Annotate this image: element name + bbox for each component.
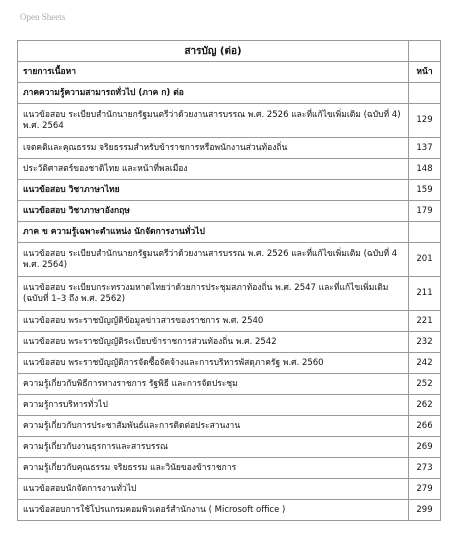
toc-entry-title: แนวข้อสอบ พระราชบัญญัติข้อมูลข่าวสารของราชการ พ.ศ. 2540 [18, 311, 409, 332]
column-header-content: รายการเนื้อหา [18, 62, 409, 83]
toc-row [18, 104, 441, 138]
toc-page-number: 159 [409, 180, 441, 201]
toc-page-number: 201 [409, 243, 441, 277]
toc-entry-title: ความรู้เกี่ยวกับงานธุรการและสารบรรณ [18, 437, 409, 458]
section-heading: ภาคความรู้ความสามารถทั่วไป (ภาค ก) ต่อ [18, 83, 409, 104]
toc-page-number: 242 [409, 353, 441, 374]
toc-page-number: 211 [409, 277, 441, 311]
toc-entry-title: ความรู้เกี่ยวกับพิธีการทางราชการ รัฐพิธี และการจัดประชุม [18, 374, 409, 395]
toc-page-number: 273 [409, 458, 441, 479]
toc-page-number: 129 [409, 104, 441, 138]
toc-title-spacer [409, 41, 441, 62]
toc-page-number: 299 [409, 500, 441, 521]
toc-entry-title: เจตคติและคุณธรรม จริยธรรมสำหรับข้าราชการหรือพนักงานส่วนท้องถิ่น [18, 138, 409, 159]
toc-entry-title: ความรู้เกี่ยวกับการประชาสัมพันธ์และการติดต่อประสานงาน [18, 416, 409, 437]
page-header-label: Open Sheets [20, 12, 66, 22]
toc-page-number: 137 [409, 138, 441, 159]
toc-row [18, 479, 441, 500]
toc-row [18, 311, 441, 332]
toc-entry-title: แนวข้อสอบ ระเบียบกระทรวงมหาดไทยว่าด้วยการประชุมสภาท้องถิ่น พ.ศ. 2547 และที่แก้ไขเพิ่มเติม (ฉบับที่ 1–3 ถึง พ.ศ. 2562) [18, 277, 409, 311]
toc-page-number: 279 [409, 479, 441, 500]
toc-page-number: 262 [409, 395, 441, 416]
toc-page-number: 179 [409, 201, 441, 222]
section-heading: แนวข้อสอบ วิชาภาษาไทย [18, 180, 409, 201]
section-heading: ภาค ข ความรู้เฉพาะตำแหน่ง นักจัดการงานทั่วไป [18, 222, 409, 243]
toc-row [18, 374, 441, 395]
toc-page-number: 252 [409, 374, 441, 395]
toc-row [18, 458, 441, 479]
toc-page-number: 269 [409, 437, 441, 458]
section-heading: แนวข้อสอบ วิชาภาษาอังกฤษ [18, 201, 409, 222]
toc-row [18, 243, 441, 277]
toc-section-row [18, 180, 441, 201]
toc-section-row [18, 83, 441, 104]
toc-row [18, 138, 441, 159]
toc-entry-title: ประวัติศาสตร์ของชาติไทย และหน้าที่พลเมือง [18, 159, 409, 180]
toc-row [18, 416, 441, 437]
toc-row [18, 437, 441, 458]
toc-row [18, 332, 441, 353]
toc-row [18, 395, 441, 416]
toc-page-number: 221 [409, 311, 441, 332]
toc-page-number: 148 [409, 159, 441, 180]
toc-entry-title: แนวข้อสอบ ระเบียบสำนักนายกรัฐมนตรีว่าด้วยงานสารบรรณ พ.ศ. 2526 และที่แก้ไขเพิ่มเติม (ฉบับที่ 4) พ.ศ. 2564 [18, 104, 409, 138]
toc-row [18, 277, 441, 311]
toc-row [18, 500, 441, 521]
toc-title: สารบัญ (ต่อ) [18, 41, 409, 62]
table-of-contents [17, 40, 441, 521]
toc-section-row [18, 222, 441, 243]
toc-page-number [409, 222, 441, 243]
toc-entry-title: ความรู้เกี่ยวกับคุณธรรม จริยธรรม และวินัยของข้าราชการ [18, 458, 409, 479]
column-header-page: หน้า [409, 62, 441, 83]
toc-page-number: 232 [409, 332, 441, 353]
toc-entry-title: แนวข้อสอบนักจัดการงานทั่วไป [18, 479, 409, 500]
toc-entry-title: แนวข้อสอบ ระเบียบสำนักนายกรัฐมนตรีว่าด้วยงานสารบรรณ พ.ศ. 2526 และที่แก้ไขเพิ่มเติม (ฉบับที่ 4 พ.ศ. 2564) [18, 243, 409, 277]
toc-body [18, 83, 441, 521]
toc-entry-title: ความรู้การบริหารทั่วไป [18, 395, 409, 416]
toc-entry-title: แนวข้อสอบการใช้โปรแกรมคอมพิวเตอร์สำนักงาน ( Microsoft office ) [18, 500, 409, 521]
toc-page-number: 266 [409, 416, 441, 437]
toc-row [18, 159, 441, 180]
toc-entry-title: แนวข้อสอบ พระราชบัญญัติการจัดซื้อจัดจ้างและการบริหารพัสดุภาครัฐ พ.ศ. 2560 [18, 353, 409, 374]
toc-row [18, 353, 441, 374]
toc-section-row [18, 201, 441, 222]
toc-page-number [409, 83, 441, 104]
toc-entry-title: แนวข้อสอบ พระราชบัญญัติระเบียบข้าราชการส่วนท้องถิ่น พ.ศ. 2542 [18, 332, 409, 353]
